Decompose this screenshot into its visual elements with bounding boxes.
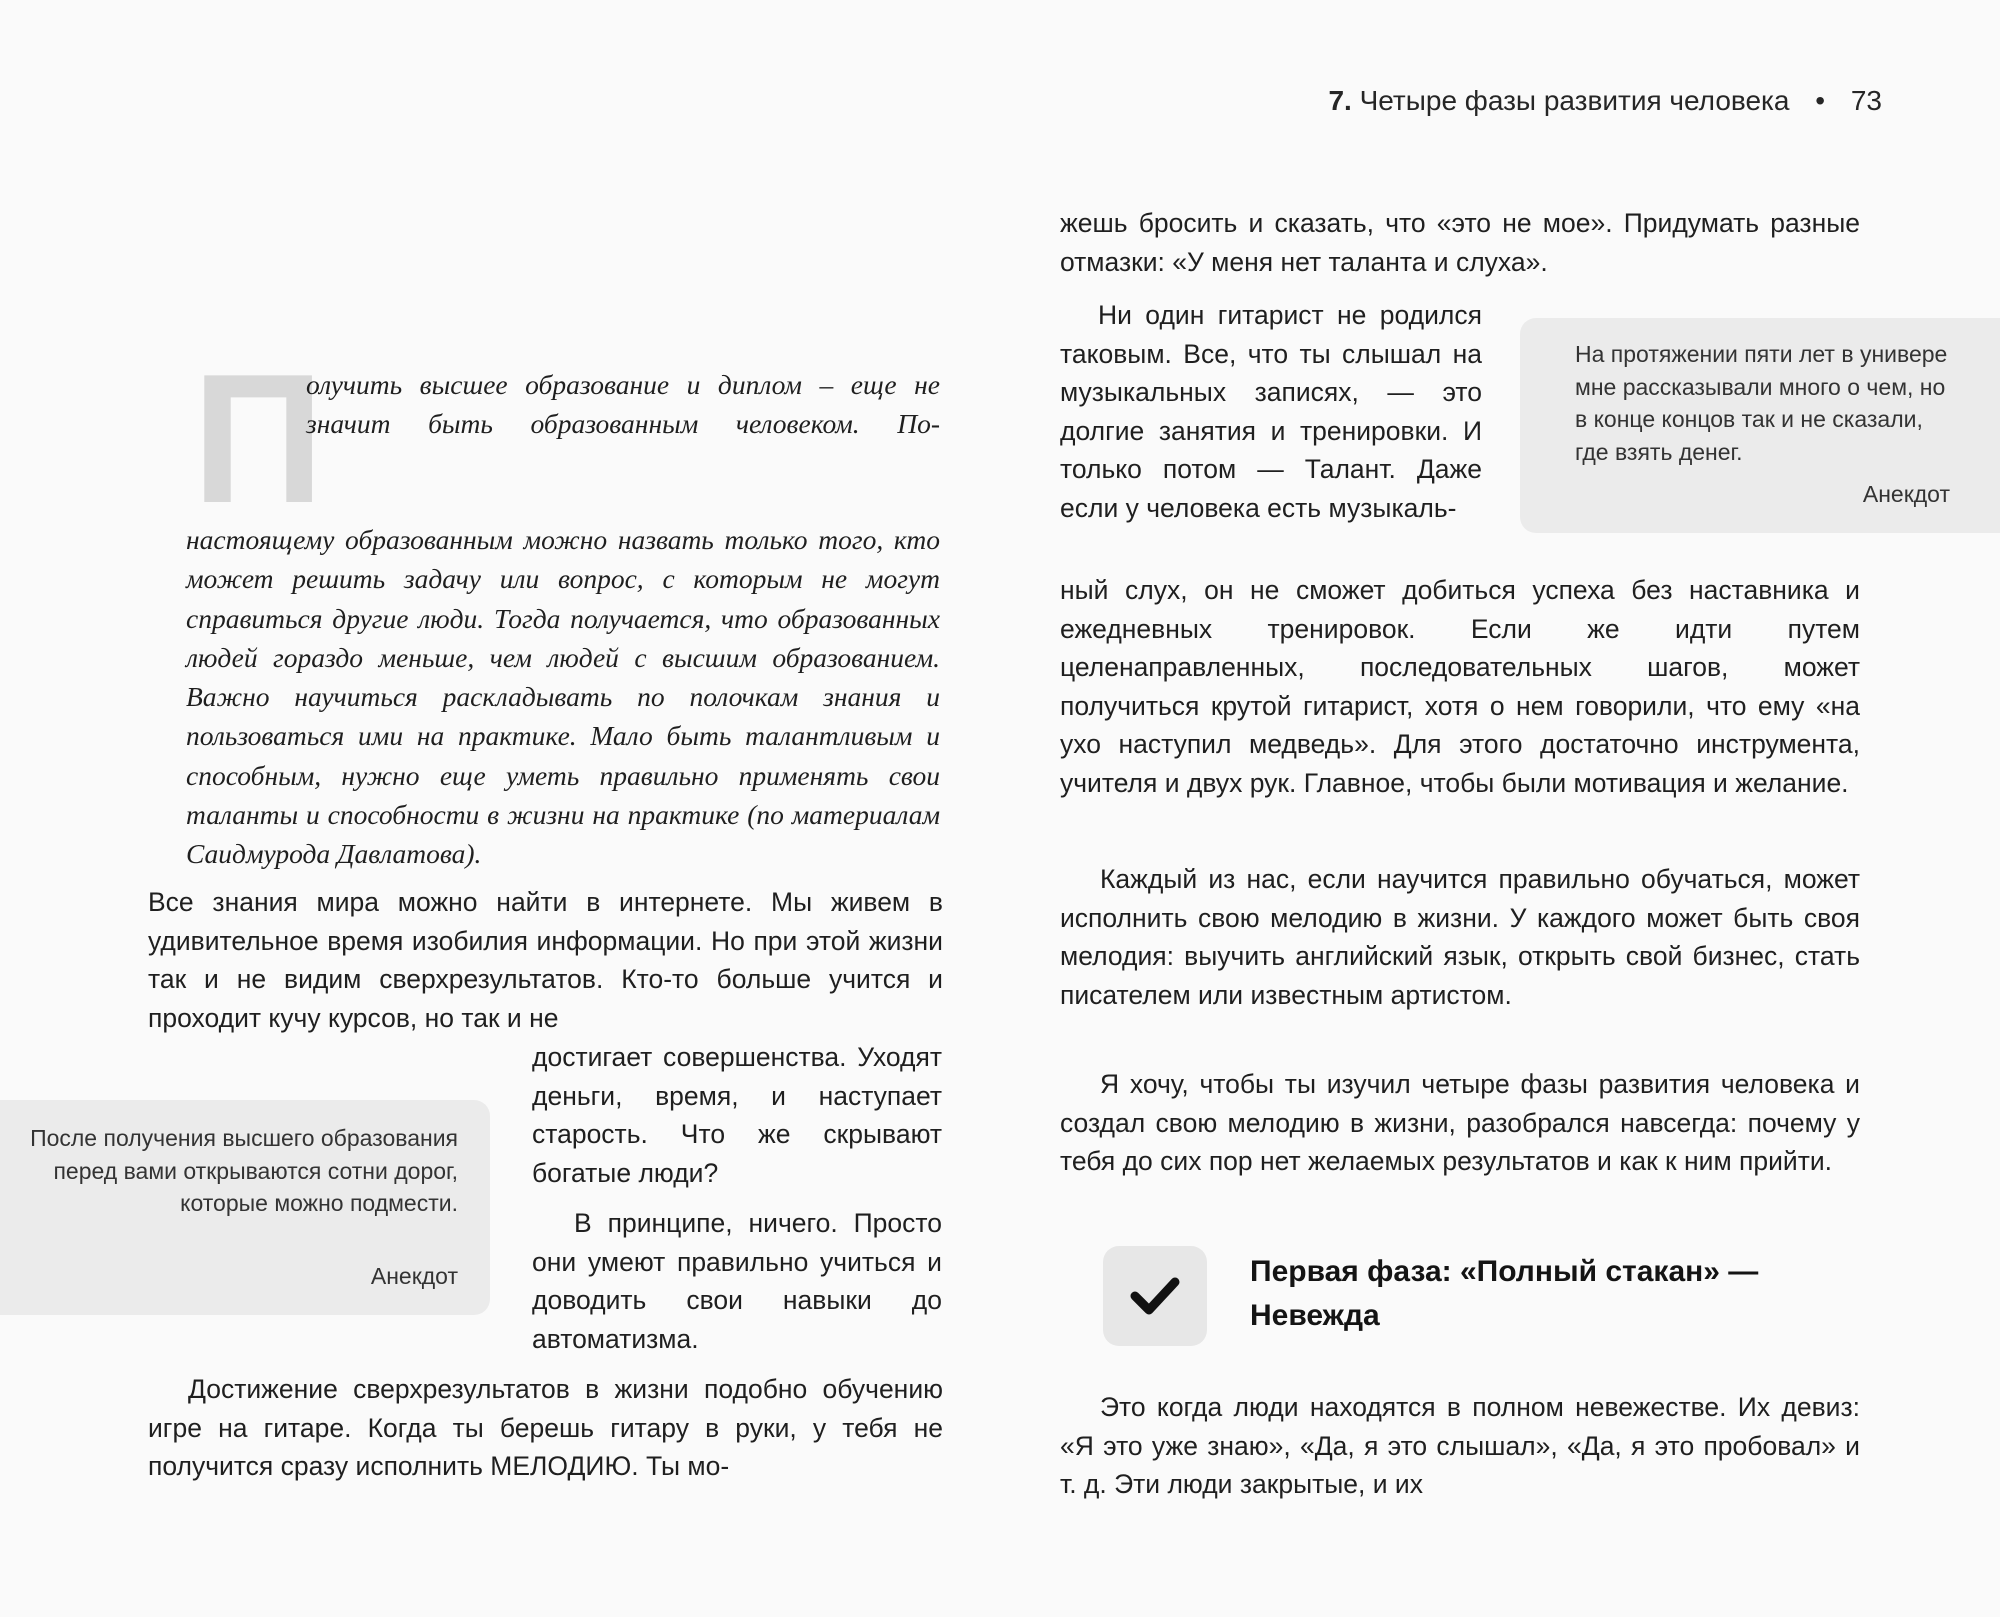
left-paragraph-1-narrow: достигает совершенства. Уходят деньги, время, и наступает старость. Что же скрывают богатые люди? bbox=[532, 1042, 942, 1188]
right-paragraph-continued: жешь бросить и сказать, что «это не мое». Придумать разные отмазки: «У меня нет таланта и слуха». bbox=[1060, 208, 1860, 277]
anecdote-source: Анекдот bbox=[370, 1263, 458, 1289]
anecdote-text: После получения высшего образования перед вами открываются сотни дорог, которые можно подмести. bbox=[30, 1125, 458, 1216]
anecdote-text: На протяжении пяти лет в универе мне рассказывали много о чем, но в конце концов так и не сказали, где взять денег. bbox=[1575, 341, 1948, 465]
page-number: 73 bbox=[1850, 85, 1882, 116]
section-heading: Первая фаза: «Полный стакан» — Невежда bbox=[1250, 1255, 1759, 1332]
right-paragraph-cont: ный слух, он не сможет добиться успеха без наставника и ежедневных тренировок. Если же идти путем целенаправленных, последовательных шагов, может получиться крутой гитарист, хотя о нем говорили, что ему «на ухо наступил медведь». Для этого достаточно инструмента, учителя и двух рук. Главное, чтобы были мотивация и желание. bbox=[1060, 575, 1860, 798]
left-paragraph-1: Все знания мира можно найти в интернете. Мы живем в удивительное время изобилия информации. Но при этой жизни так и не видим сверхрезультатов. Кто-то больше учится и проходит кучу курсов, но так и не bbox=[148, 887, 943, 1033]
intro-paragraph: настоящему образованным можно назвать только того, кто может решить задачу или вопрос, с которым не могут справиться другие люди. Тогда получается, что образованных людей гораздо меньше, чем людей с высшим образованием. Важно научиться раскладывать по полочкам знания и пользоваться ими на практике. Мало быть талантливым и способным, нужно еще уметь правильно применять свои таланты и способности в жизни на практике (по материалам Саидмурода Давлатова). bbox=[186, 524, 940, 870]
header-bullet: • bbox=[1815, 85, 1826, 116]
anecdote-sidebar-right bbox=[1520, 318, 2000, 533]
anecdote-sidebar-left bbox=[0, 1100, 490, 1315]
intro-first-lines: олучить высшее образование и диплом – еще не значит быть образованным человеком. По- bbox=[306, 369, 940, 439]
section-icon-box bbox=[1103, 1246, 1207, 1346]
running-header bbox=[1328, 85, 1882, 117]
right-paragraph-narrow: Ни один гитарист не родился таковым. Все, что ты слышал на музыкальных записях, — это долгие занятия и тренировки. И только потом — Талант. Даже если у человека есть музыкаль- bbox=[1060, 300, 1482, 523]
chapter-title: Четыре фазы развития человека bbox=[1359, 85, 1790, 116]
chapter-number: 7. bbox=[1328, 85, 1352, 116]
drop-cap: П bbox=[192, 335, 325, 541]
right-paragraph-3: Я хочу, чтобы ты изучил четыре фазы развития человека и создал свою мелодию в жизни, разобрался навсегда: почему у тебя до сих пор нет желаемых результатов и как к ним прийти. bbox=[1060, 1069, 1860, 1176]
left-paragraph-3: Достижение сверхрезультатов в жизни подобно обучению игре на гитаре. Когда ты берешь гитару в руки, у тебя не получится сразу исполнить МЕЛОДИЮ. Ты мо- bbox=[148, 1374, 943, 1481]
right-paragraph-2: Каждый из нас, если научится правильно обучаться, может исполнить свою мелодию в жизни. У каждого может быть своя мелодия: выучить английский язык, открыть свой бизнес, стать писателем или известным артистом. bbox=[1060, 864, 1860, 1010]
left-paragraph-2: В принципе, ничего. Просто они умеют правильно учиться и доводить свои навыки до автоматизма. bbox=[532, 1208, 942, 1354]
checkmark-icon bbox=[1131, 1272, 1179, 1320]
anecdote-source: Анекдот bbox=[1862, 481, 1950, 507]
right-paragraph-last: Это когда люди находятся в полном невежестве. Их девиз: «Я это уже знаю», «Да, я это слышал», «Да, я это пробовал» и т. д. Эти люди закрытые, и их bbox=[1060, 1392, 1860, 1499]
